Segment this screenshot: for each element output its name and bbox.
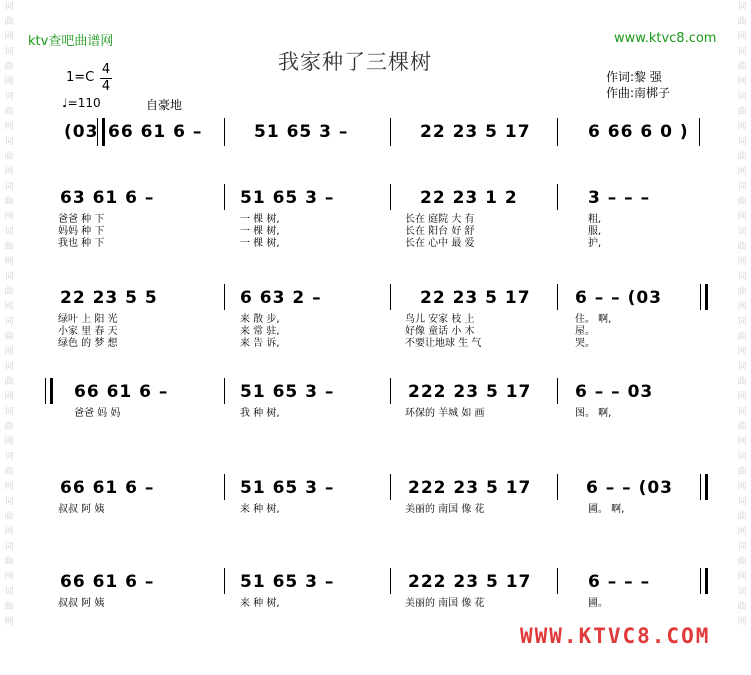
lyric-line: 绿叶 上 阳 光	[58, 314, 118, 325]
watermark-glyph: 曲	[4, 197, 14, 207]
watermark-glyph: 词	[4, 182, 14, 192]
watermark-glyph: 曲	[4, 377, 14, 387]
watermark-glyph: 网	[4, 482, 14, 492]
watermark-glyph: 网	[737, 212, 747, 222]
watermark-glyph: 曲	[4, 512, 14, 522]
score-row-5	[0, 474, 751, 524]
watermark-glyph: 词	[737, 497, 747, 507]
lyric-line: 环保的 羊城 如 画	[405, 408, 485, 419]
watermark-glyph: 词	[4, 272, 14, 282]
lyric-line: 服,	[588, 226, 602, 237]
barline	[557, 568, 558, 594]
lyric-line: 小家 里 春 天	[58, 326, 118, 337]
lyric-line: 来 告 诉,	[240, 338, 280, 349]
expression-marking: 自豪地	[146, 98, 183, 112]
watermark-glyph: 词	[737, 137, 747, 147]
lyric-line: 一 棵 树,	[240, 226, 280, 237]
watermark-glyph: 词	[4, 497, 14, 507]
watermark-glyph: 词	[4, 407, 14, 417]
watermark-glyph: 网	[737, 392, 747, 402]
watermark-glyph: 曲	[737, 602, 747, 612]
time-signature-bottom: 4	[101, 79, 111, 94]
lyric-line: 我 种 树,	[240, 408, 280, 419]
final-barline	[700, 568, 708, 594]
watermark-glyph: 网	[737, 302, 747, 312]
lyric-line: 来 常 驻,	[240, 326, 280, 337]
measure-notes: 6 66 6 0 )	[588, 122, 689, 142]
watermark-glyph: 词	[4, 2, 14, 12]
watermark-glyph: 曲	[737, 512, 747, 522]
lyric-line: 一 棵 树,	[240, 214, 280, 225]
lyric-line: 屋。	[575, 326, 595, 337]
score-row-3	[0, 284, 751, 354]
lyric-line: 哭。	[575, 338, 595, 349]
measure-notes: 22 23 5 17	[420, 122, 531, 142]
lyric-line: 绿色 的 梦 想	[58, 338, 118, 349]
barline	[224, 118, 225, 146]
watermark-glyph: 曲	[4, 287, 14, 297]
watermark-glyph: 曲	[737, 467, 747, 477]
watermark-glyph: 词	[737, 542, 747, 552]
barline	[224, 284, 225, 310]
time-signature	[100, 62, 112, 95]
lyric-line: 鸟儿 安家 枝 上	[405, 314, 475, 325]
site-name-left[interactable]: ktv查吧曲谱网	[28, 34, 114, 49]
watermark-glyph: 词	[4, 47, 14, 57]
watermark-glyph: 词	[4, 362, 14, 372]
measure-notes: 22 23 5 5	[60, 288, 158, 308]
lyric-line: 长在 庭院 大 有	[405, 214, 475, 225]
lyric-line: 我也 种 下	[58, 238, 105, 249]
barline	[224, 474, 225, 500]
measure-notes: 66 61 6 –	[60, 572, 155, 592]
composer-credit: 作曲:南梆子	[606, 86, 671, 100]
watermark-glyph: 网	[4, 32, 14, 42]
watermark-glyph: 词	[737, 272, 747, 282]
watermark-glyph: 曲	[737, 377, 747, 387]
watermark-glyph: 词	[737, 227, 747, 237]
watermark-glyph: 网	[737, 77, 747, 87]
lyric-line: 长在 心中 最 爱	[405, 238, 475, 249]
watermark-glyph: 曲	[737, 17, 747, 27]
watermark-glyph: 网	[737, 572, 747, 582]
watermark-glyph: 网	[737, 122, 747, 132]
watermark-glyph: 网	[737, 437, 747, 447]
lyric-line: 护,	[588, 238, 602, 249]
measure-notes: 6 – – (03	[575, 288, 663, 308]
watermark-glyph: 曲	[737, 557, 747, 567]
watermark-glyph: 曲	[737, 332, 747, 342]
watermark-glyph: 词	[4, 587, 14, 597]
watermark-glyph: 曲	[4, 602, 14, 612]
watermark-glyph: 词	[737, 452, 747, 462]
watermark-glyph: 网	[4, 212, 14, 222]
lyric-line: 爸爸 妈 妈	[74, 408, 121, 419]
lyric-line: 叔叔 阿 姨	[58, 598, 105, 609]
measure-notes: 3 – – –	[588, 188, 651, 208]
barline	[390, 284, 391, 310]
watermark-glyph: 网	[4, 392, 14, 402]
repeat-barline	[97, 118, 105, 146]
watermark-glyph: 曲	[4, 62, 14, 72]
watermark-glyph: 网	[4, 437, 14, 447]
watermark-glyph: 曲	[737, 242, 747, 252]
lyric-line: 来 散 步,	[240, 314, 280, 325]
score-row-4	[0, 378, 751, 428]
watermark-glyph: 曲	[737, 152, 747, 162]
watermark-glyph: 网	[4, 77, 14, 87]
barline	[224, 184, 225, 210]
watermark-glyph: 词	[4, 92, 14, 102]
watermark-glyph: 词	[737, 2, 747, 12]
lyric-line: 爸爸 种 下	[58, 214, 105, 225]
measure-notes: 222 23 5 17	[408, 478, 532, 498]
watermark-glyph: 网	[4, 617, 14, 627]
watermark-glyph: 网	[4, 572, 14, 582]
watermark-glyph: 曲	[4, 152, 14, 162]
measure-notes: 51 65 3 –	[254, 122, 349, 142]
watermark-glyph: 曲	[4, 557, 14, 567]
lyric-line: 来 种 树,	[240, 598, 280, 609]
watermark-glyph: 词	[737, 47, 747, 57]
watermark-glyph: 网	[4, 167, 14, 177]
lyric-line: 圃。 啊,	[588, 504, 625, 515]
measure-notes: 6 – – –	[588, 572, 651, 592]
score-row-1	[0, 118, 751, 148]
watermark-glyph: 曲	[4, 17, 14, 27]
measure-notes: 222 23 5 17	[408, 382, 532, 402]
measure-notes: 66 61 6 –	[74, 382, 169, 402]
lyric-line: 住。 啊,	[575, 314, 612, 325]
watermark-glyph: 曲	[4, 107, 14, 117]
repeat-barline	[700, 284, 708, 310]
watermark-glyph: 曲	[737, 62, 747, 72]
barline	[557, 284, 558, 310]
watermark-glyph: 网	[737, 257, 747, 267]
barline	[557, 118, 558, 146]
watermark-glyph: 词	[737, 317, 747, 327]
barline	[390, 378, 391, 404]
measure-notes: 222 23 5 17	[408, 572, 532, 592]
watermark-glyph: 词	[737, 362, 747, 372]
barline	[390, 118, 391, 146]
score-row-2	[0, 184, 751, 254]
watermark-glyph: 网	[4, 527, 14, 537]
barline	[224, 568, 225, 594]
watermark-glyph: 网	[737, 527, 747, 537]
watermark-glyph: 曲	[737, 422, 747, 432]
watermark-glyph: 词	[4, 317, 14, 327]
lyric-line: 粗,	[588, 214, 602, 225]
barline	[557, 184, 558, 210]
watermark-glyph: 曲	[4, 242, 14, 252]
lyric-line: 圃。	[588, 598, 608, 609]
measure-notes: 63 61 6 –	[60, 188, 155, 208]
lyric-line: 来 种 树,	[240, 504, 280, 515]
measure-notes: 51 65 3 –	[240, 188, 335, 208]
lyric-line: 美丽的 南国 像 花	[405, 598, 485, 609]
tempo-marking: ♩=110	[62, 96, 101, 110]
lyric-line: 不要让地球 生 气	[405, 338, 482, 349]
watermark-glyph: 曲	[737, 107, 747, 117]
watermark-glyph: 词	[737, 182, 747, 192]
watermark-glyph: 词	[737, 587, 747, 597]
watermark-glyph: 曲	[4, 467, 14, 477]
lyric-line: 长在 阳台 好 舒	[405, 226, 475, 237]
measure-notes: 51 65 3 –	[240, 572, 335, 592]
barline	[390, 184, 391, 210]
song-title: 我家种了三棵树	[278, 50, 432, 74]
barline	[699, 118, 700, 146]
measure-notes: 66 61 6 –	[60, 478, 155, 498]
lyric-line: 一 棵 树,	[240, 238, 280, 249]
site-url-right[interactable]: www.ktvc8.com	[614, 31, 717, 46]
watermark-glyph: 曲	[4, 422, 14, 432]
score-row-6	[0, 568, 751, 618]
lyric-line: 叔叔 阿 姨	[58, 504, 105, 515]
time-signature-top: 4	[101, 62, 111, 77]
measure-notes: 51 65 3 –	[240, 382, 335, 402]
barline	[557, 474, 558, 500]
measure-notes: 22 23 1 2	[420, 188, 518, 208]
watermark-glyph: 词	[737, 407, 747, 417]
watermark-glyph: 网	[737, 32, 747, 42]
repeat-start-barline	[45, 378, 53, 404]
measure-notes: 66 61 6 –	[108, 122, 203, 142]
watermark-glyph: 网	[737, 347, 747, 357]
watermark-glyph: 曲	[4, 332, 14, 342]
watermark-glyph: 词	[4, 227, 14, 237]
lyric-line: 好像 童话 小 木	[405, 326, 475, 337]
watermark-glyph: 网	[737, 167, 747, 177]
watermark-glyph: 词	[4, 542, 14, 552]
barline	[390, 568, 391, 594]
lyricist-credit: 作词:黎 强	[606, 70, 662, 84]
measure-notes: 22 23 5 17	[420, 288, 531, 308]
measure-notes: (03	[64, 122, 99, 142]
barline	[557, 378, 558, 404]
measure-notes: 6 63 2 –	[240, 288, 322, 308]
measure-notes: 6 – – 03	[575, 382, 654, 402]
watermark-glyph: 词	[4, 452, 14, 462]
lyric-line: 图。 啊,	[575, 408, 612, 419]
watermark-glyph: 曲	[737, 197, 747, 207]
watermark-glyph: 网	[4, 122, 14, 132]
footer-url-watermark[interactable]: WWW.KTVC8.COM	[520, 624, 711, 648]
watermark-glyph: 网	[737, 617, 747, 627]
barline	[224, 378, 225, 404]
watermark-glyph: 网	[4, 347, 14, 357]
key-signature: 1=C	[66, 70, 95, 85]
barline	[390, 474, 391, 500]
watermark-glyph: 网	[737, 482, 747, 492]
watermark-glyph: 词	[737, 92, 747, 102]
measure-notes: 51 65 3 –	[240, 478, 335, 498]
watermark-glyph: 词	[4, 137, 14, 147]
watermark-glyph: 网	[4, 302, 14, 312]
watermark-glyph: 网	[4, 257, 14, 267]
watermark-glyph: 曲	[737, 287, 747, 297]
lyric-line: 妈妈 种 下	[58, 226, 105, 237]
repeat-barline	[700, 474, 708, 500]
measure-notes: 6 – – (03	[586, 478, 674, 498]
lyric-line: 美丽的 南国 像 花	[405, 504, 485, 515]
